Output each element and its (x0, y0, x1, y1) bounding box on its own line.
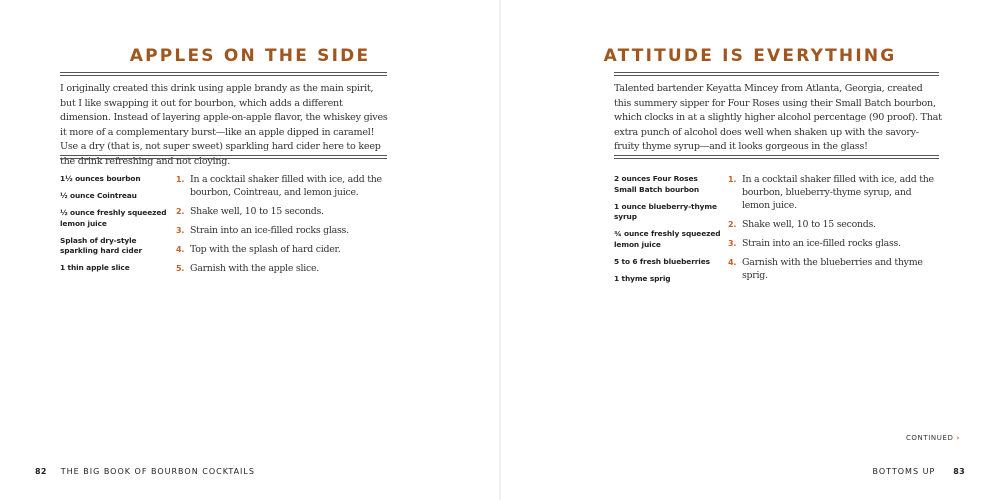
title-rule (614, 72, 939, 76)
step-text: Strain into an ice-filled rocks glass. (190, 225, 349, 236)
step-number: 2. (728, 220, 737, 229)
step-item (728, 218, 940, 231)
page-number: 83 (953, 467, 965, 476)
step-item (176, 262, 388, 275)
step-item (176, 205, 388, 218)
ingredient-item: Splash of dry-style sparkling hard cider (60, 235, 143, 255)
title-rule (60, 72, 387, 76)
recipe-title: ATTITUDE IS EVERYTHING (603, 46, 897, 66)
step-list (728, 173, 940, 288)
ingredient-item: ¾ ounce freshly squeezed lemon juice (614, 229, 721, 249)
ingredient-item: 2 ounces Four Roses Small Batch bourbon (614, 174, 700, 194)
step-number: 4. (728, 258, 737, 267)
step-text: Strain into an ice-filled rocks glass. (742, 238, 901, 249)
step-text: Garnish with the blueberries and thyme sprig. (742, 257, 923, 281)
ingredient-item: ½ ounce freshly squeezed lemon juice (60, 208, 167, 228)
right-page (500, 0, 1000, 500)
step-item (176, 173, 388, 199)
ingredient-list (60, 174, 168, 280)
running-head: THE BIG BOOK OF BOURBON COCKTAILS (60, 467, 255, 476)
page-footer (872, 467, 965, 476)
ingredient-list (614, 174, 722, 291)
step-number: 4. (176, 245, 185, 254)
ingredient-item: 1 ounce blueberry-thyme syrup (614, 201, 717, 221)
ingredient-item: 1 thin apple slice (60, 263, 130, 272)
running-head: BOTTOMS UP (872, 467, 936, 476)
step-text: Shake well, 10 to 15 seconds. (190, 206, 324, 217)
ingredient-item: 5 to 6 fresh blueberries (614, 256, 710, 266)
step-text: Shake well, 10 to 15 seconds. (742, 219, 876, 230)
step-text: Garnish with the apple slice. (190, 263, 320, 274)
step-number: 1. (728, 175, 737, 184)
step-text: In a cocktail shaker filled with ice, add the bourbon, Cointreau, and lemon juice. (190, 174, 382, 198)
continued-link[interactable] (906, 434, 960, 442)
step-number: 2. (176, 207, 185, 216)
recipe-title: APPLES ON THE SIDE (129, 46, 371, 66)
step-item (728, 256, 940, 282)
step-item (728, 237, 940, 250)
step-text: In a cocktail shaker filled with ice, add the bourbon, blueberry-thyme syrup, and lemon juice. (742, 174, 934, 211)
intro-rule (614, 155, 939, 159)
ingredient-item: 1 thyme sprig (614, 273, 671, 283)
step-item (728, 173, 940, 212)
continued-label: CONTINUED (905, 434, 954, 442)
recipe-intro: Talented bartender Keyatta Mincey from Atlanta, Georgia, created this summery sipper for Four Roses using their Small Batch bourbon, which clocks in at a slightly higher alcohol percentage (90 proof). That extra punch of alcohol does well when shaken up with the savory-fruity thyme syrup—and it looks gorgeous in the glass! (614, 83, 942, 153)
step-item (176, 243, 388, 256)
step-number: 1. (176, 175, 185, 184)
step-number: 5. (176, 264, 185, 273)
intro-rule (60, 155, 387, 159)
step-list (176, 173, 388, 281)
page-footer (35, 467, 255, 476)
step-number: 3. (728, 239, 737, 248)
ingredient-item: 1½ ounces bourbon (60, 174, 141, 183)
recipe-intro: I originally created this drink using apple brandy as the main spirit, but I like swapping it out for bourbon, which adds a different dimension. Instead of layering apple-on-apple flavor, the whiskey gives it more of a complementary burst—like an apple dipped in caramel! Use a dry (that is, not super sweet) sparkling hard cider here to keep the drink refreshing and not cloying. (60, 83, 388, 167)
ingredient-item: ½ ounce Cointreau (60, 191, 137, 200)
step-text: Top with the splash of hard cider. (190, 244, 341, 255)
page-number: 82 (35, 467, 47, 476)
step-item (176, 224, 388, 237)
chevron-right-icon: › (956, 434, 960, 442)
step-number: 3. (176, 226, 185, 235)
